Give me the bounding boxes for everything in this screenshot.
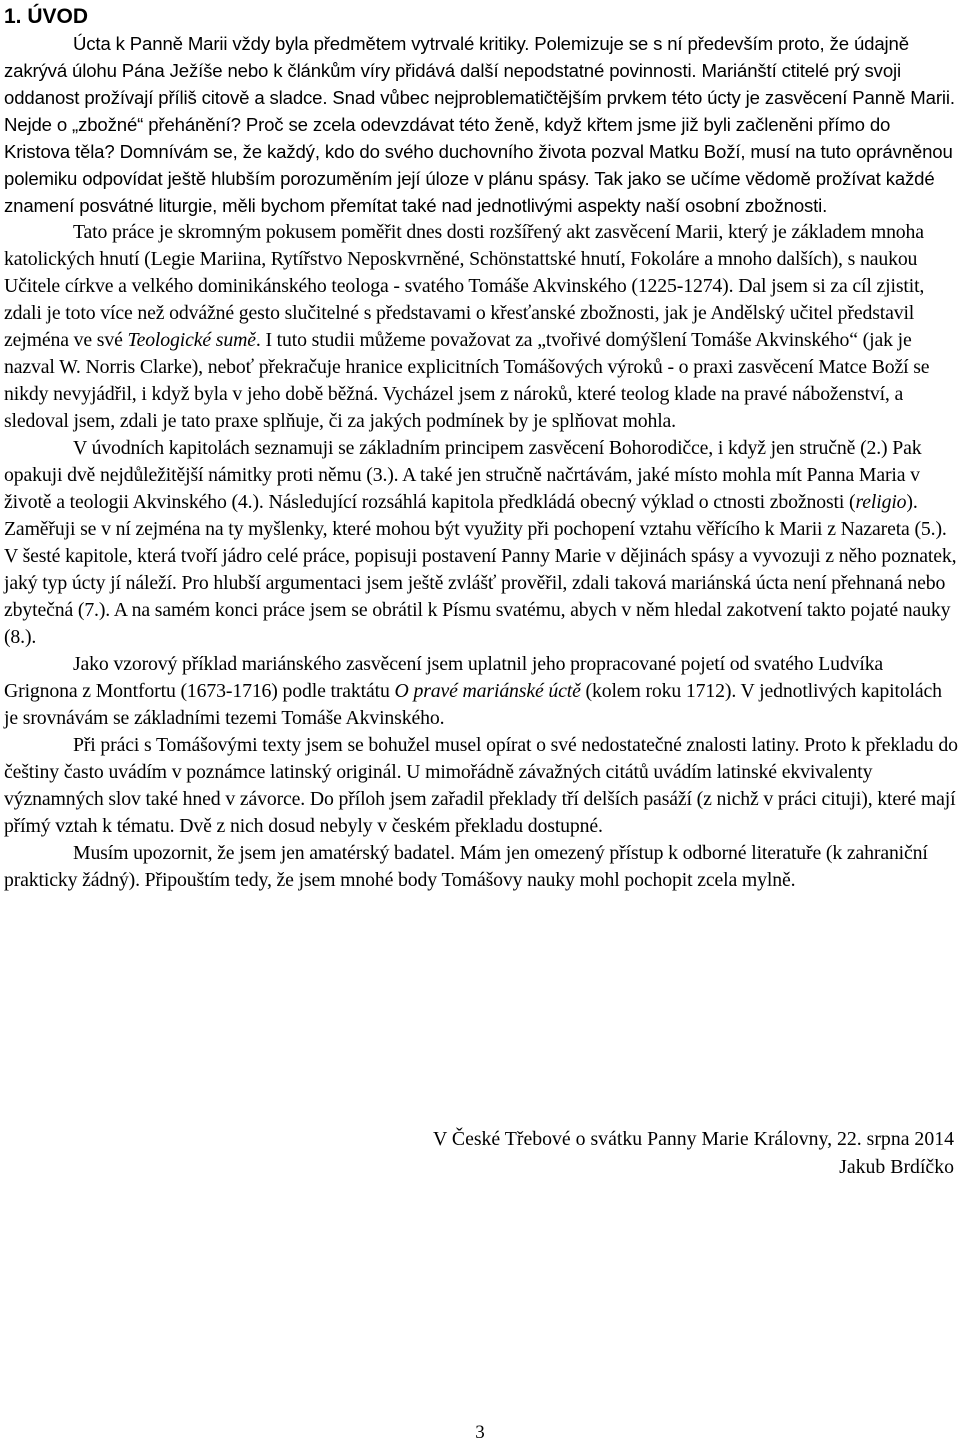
paragraph-text: Při práci s Tomášovými texty jsem se bohužel musel opírat o své nedostatečné znalosti latiny. Proto k překladu do češtiny často uvádím v poznámce latinský originál. U mimořádně závažných citátů uvádím latinské ekvivalenty významných slov také hned v závorce. Do příloh jsem zařadil překlady tří delších pasáží (z nichž v práci cituji), které mají přímý vztah k tématu. Dvě z nich dosud nebyly v českém překladu dostupné. (4, 734, 958, 837)
paragraph (4, 732, 958, 840)
paragraph-text: (kolem roku 1712). V jednotlivých kapitolách je srovnávám se základními tezemi Tomáše Akvinského. (4, 680, 942, 729)
signoff-author: Jakub Brdíčko (839, 1156, 954, 1178)
signoff-block (433, 1125, 954, 1181)
paragraph-text: Jako vzorový příklad mariánského zasvěcení jsem uplatnil jeho propracované pojetí od svatého Ludvíka Grignona z Montfortu (1673-1716) podle traktátu (4, 653, 884, 702)
paragraph (4, 219, 958, 435)
paragraph-text: V úvodních kapitolách seznamuji se základním principem zasvěcení Bohorodičce, i když jen stručně (2.) Pak opakuji dvě nejdůležitější námitky proti němu (3.). A také jen stručně načrtávám, jaké místo mohla mít Panna Maria v životě a teologii Akvinského (4.). Následující rozsáhlá kapitola předkládá obecný výklad o ctnosti zbožnosti ( (4, 437, 922, 513)
paragraph-text: Úcta k Panně Marii vždy byla předmětem vytrvalé kritiky. Polemizuje se s ní především proto, že údajně zakrývá úlohu Pána Ježíše nebo k článkům víry přidává další nepodstatné povinnosti. Mariánští ctitelé prý svoji oddanost prožívají příliš citově a sladce. Snad vůbec nejproblematičtějším prvkem této úcty je zasvěcení Panně Marii. Nejde o „zbožné“ přehánění? Proč se zcela odevzdávat této ženě, když křtem jsme již byli začleněni přímo do Kristova těla? Domnívám se, že každý, kdo do svého duchovního života pozval Matku Boží, musí na tuto oprávněnou polemiku odpovídat ještě hlubším porozuměním její úloze v plánu spásy. Tak jako se učíme vědomě prožívat každé znamení posvátné liturgie, měli bychom přemítat také nad jednotlivými aspekty naší osobní zbožnosti. (4, 33, 955, 216)
paragraph (4, 435, 958, 651)
italic-title: O pravé mariánské úctě (394, 680, 581, 702)
signoff-place-date: V České Třebové o svátku Panny Marie Královny, 22. srpna 2014 (433, 1128, 954, 1150)
italic-title: religio (855, 491, 907, 513)
italic-title: Teologické sumě (127, 329, 256, 351)
chapter-heading: 1. ÚVOD (4, 5, 89, 28)
paragraph-text: Musím upozornit, že jsem jen amatérský badatel. Mám jen omezený přístup k odborné literatuře (k zahraniční prakticky žádný). Připouštím tedy, že jsem mnohé body Tomášovy nauky mohl pochopit zcela mylně. (4, 842, 928, 891)
paragraph (4, 840, 958, 894)
paragraph-text: . I tuto studii můžeme považovat za „tvořivé domýšlení Tomáše Akvinského“ (jak je nazval W. Norris Clarke), neboť překračuje hranice explicitních Tomášových výroků - o praxi zasvěcení Matce Boží se nikdy nevyjádřil, i když byla v jeho době běžná. Vycházel jsem z nároků, které teolog klade na pravé náboženství, a sledoval jsem, zdali je tato praxe splňuje, či za jakých podmínek by je splňovat mohla. (4, 329, 930, 432)
paragraph (4, 30, 958, 219)
page-number: 3 (475, 1422, 485, 1443)
chapter-body (4, 30, 958, 894)
paragraph-text: ). Zaměřuji se v ní zejména na ty myšlenky, které mohou být využity při pochopení vztahu věřícího k Marii z Nazareta (5.). V šesté kapitole, která tvoří jádro celé práce, popisuji postavení Panny Marie v dějinách spásy a vyvozuji z něho poznatek, jaký typ úcty jí náleží. Pro hlubší argumentaci jsem ještě zvlášť prověřil, zdali taková mariánská úcta není přehnaná nebo zbytečná (7.). A na samém konci práce jsem se obrátil k Písmu svatému, abych v něm hledal zakotvení takto pojaté nauky (8.). (4, 491, 957, 648)
paragraph (4, 651, 958, 732)
paragraph-text: Tato práce je skromným pokusem poměřit dnes dosti rozšířený akt zasvěcení Marii, který je základem mnoha katolických hnutí (Legie Mariina, Rytířstvo Neposkvrněné, Schönstattské hnutí, Fokoláre a mnoho dalších), s naukou Učitele církve a velkého dominikánského teologa - svatého Tomáše Akvinského (1225-1274). Dal jsem si za cíl zjistit, zdali je toto více než odvážné gesto slučitelné s představami o křesťanské zbožnosti, jak je Andělský učitel představil zejména ve své (4, 221, 925, 351)
